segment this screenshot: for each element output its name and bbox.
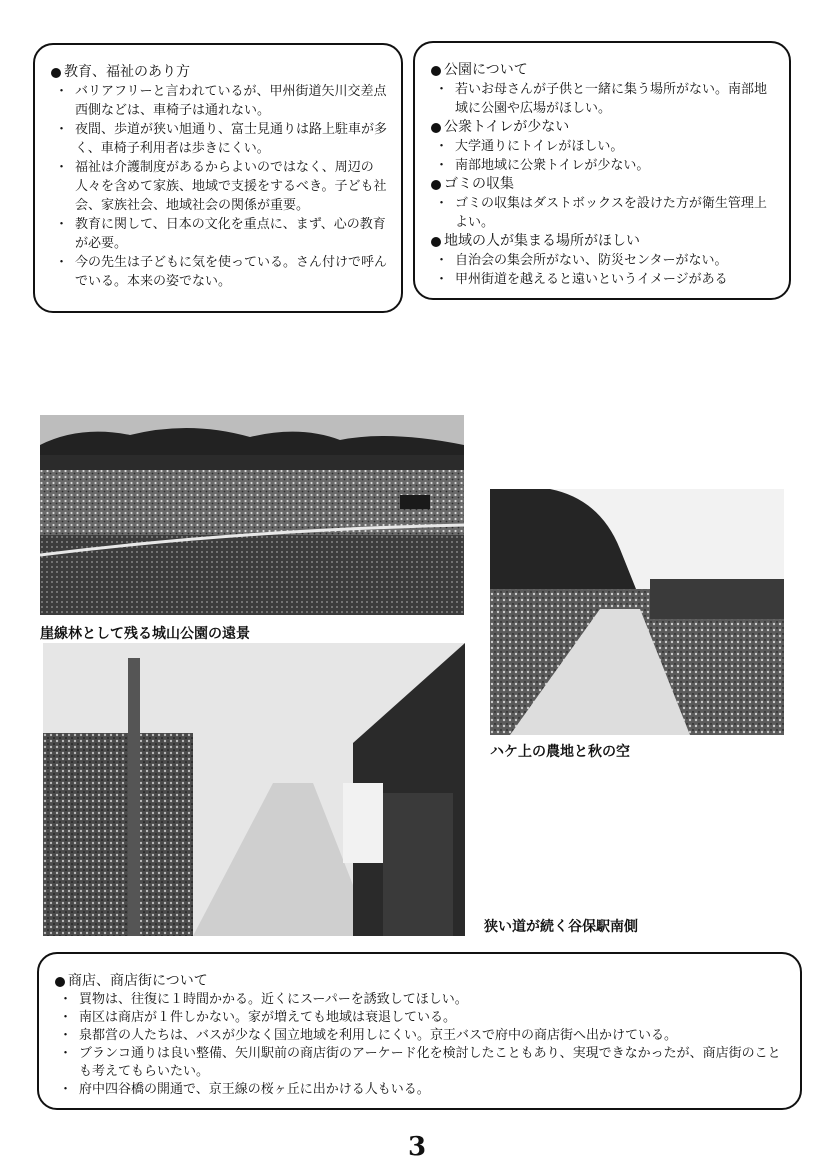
education-welfare-title: 教育、福祉のあり方 xyxy=(51,63,389,82)
list-item: ・ 南区は商店が１件しかない。家が増えても地域は衰退している。 xyxy=(55,1009,788,1027)
park-list xyxy=(431,80,779,118)
park-facilities-box xyxy=(413,41,791,300)
section-title-park: 公園について xyxy=(431,61,779,80)
list-item: ・ 買物は、往復に１時間かかる。近くにスーパーを誘致してほしい。 xyxy=(55,991,788,1009)
list-item: ・ 府中四谷橋の開通で、京王線の桜ヶ丘に出かける人もいる。 xyxy=(55,1081,788,1099)
section-title-gathering: 地域の人が集まる場所がほしい xyxy=(431,232,779,251)
list-item: ・ ゴミの収集はダストボックスを設けた方が衛生管理上よい。 xyxy=(431,194,779,232)
list-item: ・ 夜間、歩道が狭い旭通り、富士見通りは路上駐車が多く、車椅子利用者は歩きにくい。 xyxy=(51,120,389,158)
shops-list xyxy=(55,991,788,1099)
list-item: ・ 泉都営の人たちは、バスが少なく国立地域を利用しにくい。京王バスで府中の商店街へ出かけている。 xyxy=(55,1027,788,1045)
list-item: ・ 南部地域に公衆トイレが少ない。 xyxy=(431,156,779,175)
list-item: ・ 自治会の集会所がない、防災センターがない。 xyxy=(431,251,779,270)
garbage-list xyxy=(431,194,779,232)
castle-park-caption: 崖線林として残る城山公園の遠景 xyxy=(40,626,250,642)
page-number: 3 xyxy=(408,1132,427,1162)
section-title-garbage: ゴミの収集 xyxy=(431,175,779,194)
section-title-toilet: 公衆トイレが少ない xyxy=(431,118,779,137)
list-item: ・ バリアフリーと言われているが、甲州街道矢川交差点西側などは、車椅子は通れない。 xyxy=(51,82,389,120)
toilet-list xyxy=(431,137,779,175)
farmland-image xyxy=(490,489,784,735)
education-welfare-list xyxy=(51,82,389,291)
list-item: ・ 教育に関して、日本の文化を重点に、まず、心の教育が必要。 xyxy=(51,215,389,253)
castle-park-image xyxy=(40,415,464,615)
narrow-road-caption: 狭い道が続く谷保駅南側 xyxy=(484,919,638,935)
farmland-photo xyxy=(490,489,784,735)
farmland-caption: ハケ上の農地と秋の空 xyxy=(490,744,630,760)
shops-title: 商店、商店街について xyxy=(55,972,788,991)
education-welfare-box xyxy=(33,43,403,313)
list-item: ・ 大学通りにトイレがほしい。 xyxy=(431,137,779,156)
list-item: ・ 今の先生は子どもに気を使っている。さん付けで呼んでいる。本来の姿でない。 xyxy=(51,253,389,291)
list-item: ・ 若いお母さんが子供と一緒に集う場所がない。南部地域に公園や広場がほしい。 xyxy=(431,80,779,118)
list-item: ・ ブランコ通りは良い整備、矢川駅前の商店街のアーケード化を検討したこともあり、実現できなかったが、商店街のことも考えてもらいたい。 xyxy=(55,1045,788,1081)
narrow-road-photo xyxy=(43,643,465,936)
list-item: ・ 福祉は介護制度があるからよいのではなく、周辺の人々を含めて家族、地域で支援をするべき。子ども社会、家族社会、地域社会の関係が重要。 xyxy=(51,158,389,215)
shops-box xyxy=(37,952,802,1110)
gathering-list xyxy=(431,251,779,289)
narrow-road-image xyxy=(43,643,465,936)
castle-park-photo xyxy=(40,415,464,615)
list-item: ・ 甲州街道を越えると遠いというイメージがある xyxy=(431,270,779,289)
